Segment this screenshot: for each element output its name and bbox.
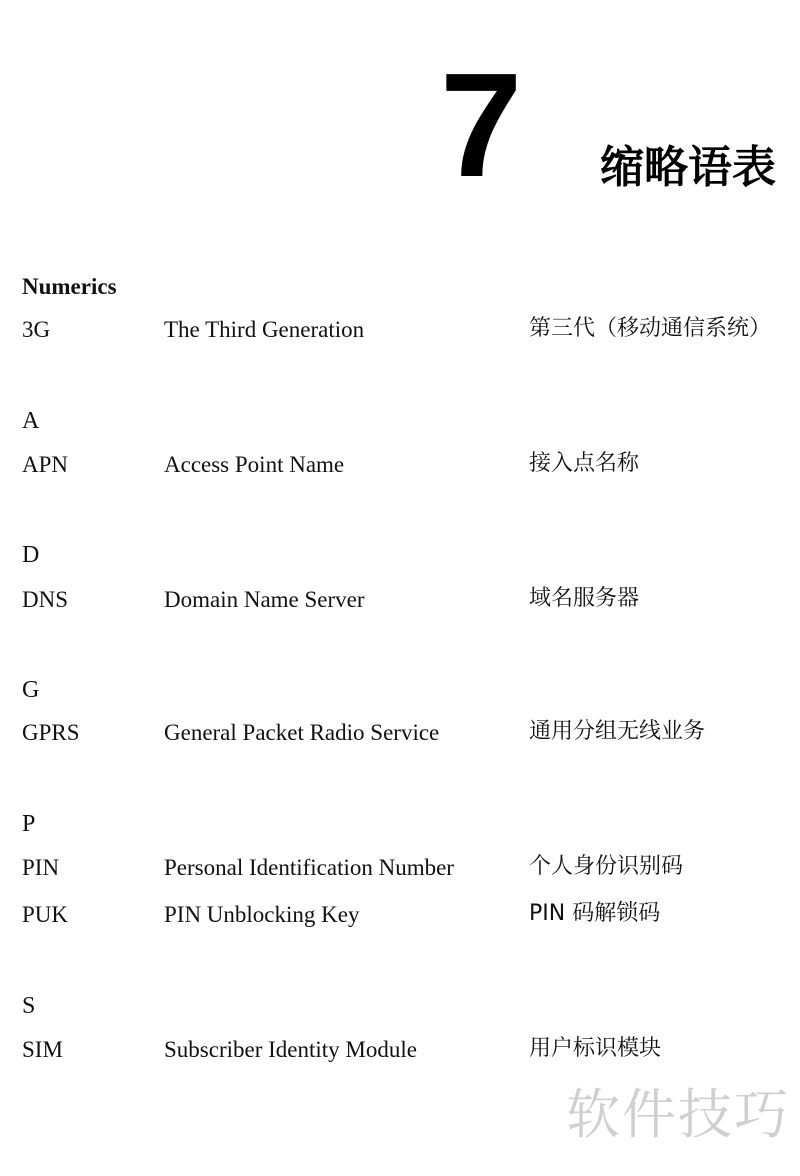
entry-chinese: 第三代（移动通信系统） <box>529 316 772 341</box>
section-heading-d: D <box>22 542 40 568</box>
entry-full-name: General Packet Radio Service <box>164 720 440 745</box>
section-heading-numerics: Numerics <box>22 274 117 299</box>
glossary-entry <box>0 903 800 933</box>
entry-chinese: PIN 码解锁码 <box>529 901 661 926</box>
entry-abbreviation: DNS <box>22 587 69 612</box>
entry-full-name: Subscriber Identity Module <box>164 1037 417 1062</box>
entry-abbreviation: PIN <box>22 855 60 880</box>
section-heading-s: S <box>22 993 36 1019</box>
section-heading-g: G <box>22 677 40 703</box>
glossary-entry <box>0 721 800 751</box>
entry-full-name: Personal Identification Number <box>164 855 454 880</box>
entry-chinese: 用户标识模块 <box>529 1036 662 1061</box>
section-heading-a: A <box>22 408 40 434</box>
entry-abbreviation: APN <box>22 452 69 477</box>
entry-abbreviation: GPRS <box>22 720 80 745</box>
entry-abbreviation: SIM <box>22 1037 63 1062</box>
entry-chinese: 通用分组无线业务 <box>529 719 706 744</box>
glossary-entry <box>0 453 800 483</box>
entry-full-name: Access Point Name <box>164 452 345 477</box>
glossary-entry <box>0 588 800 618</box>
chapter-title: 缩略语表 <box>600 142 776 193</box>
watermark: 软件技巧 <box>566 1083 790 1146</box>
glossary-entry <box>0 1038 800 1068</box>
chapter-number: 7 <box>440 43 523 208</box>
entry-full-name: PIN Unblocking Key <box>164 902 360 927</box>
glossary-entry <box>0 856 800 886</box>
entry-full-name: Domain Name Server <box>164 587 365 612</box>
entry-abbreviation: 3G <box>22 317 51 342</box>
glossary-entry <box>0 318 800 348</box>
section-heading-p: P <box>22 811 36 837</box>
entry-chinese: 接入点名称 <box>529 451 640 476</box>
entry-abbreviation: PUK <box>22 902 69 927</box>
entry-chinese: 个人身份识别码 <box>529 854 684 879</box>
entry-full-name: The Third Generation <box>164 317 365 342</box>
entry-chinese: 域名服务器 <box>529 586 640 611</box>
